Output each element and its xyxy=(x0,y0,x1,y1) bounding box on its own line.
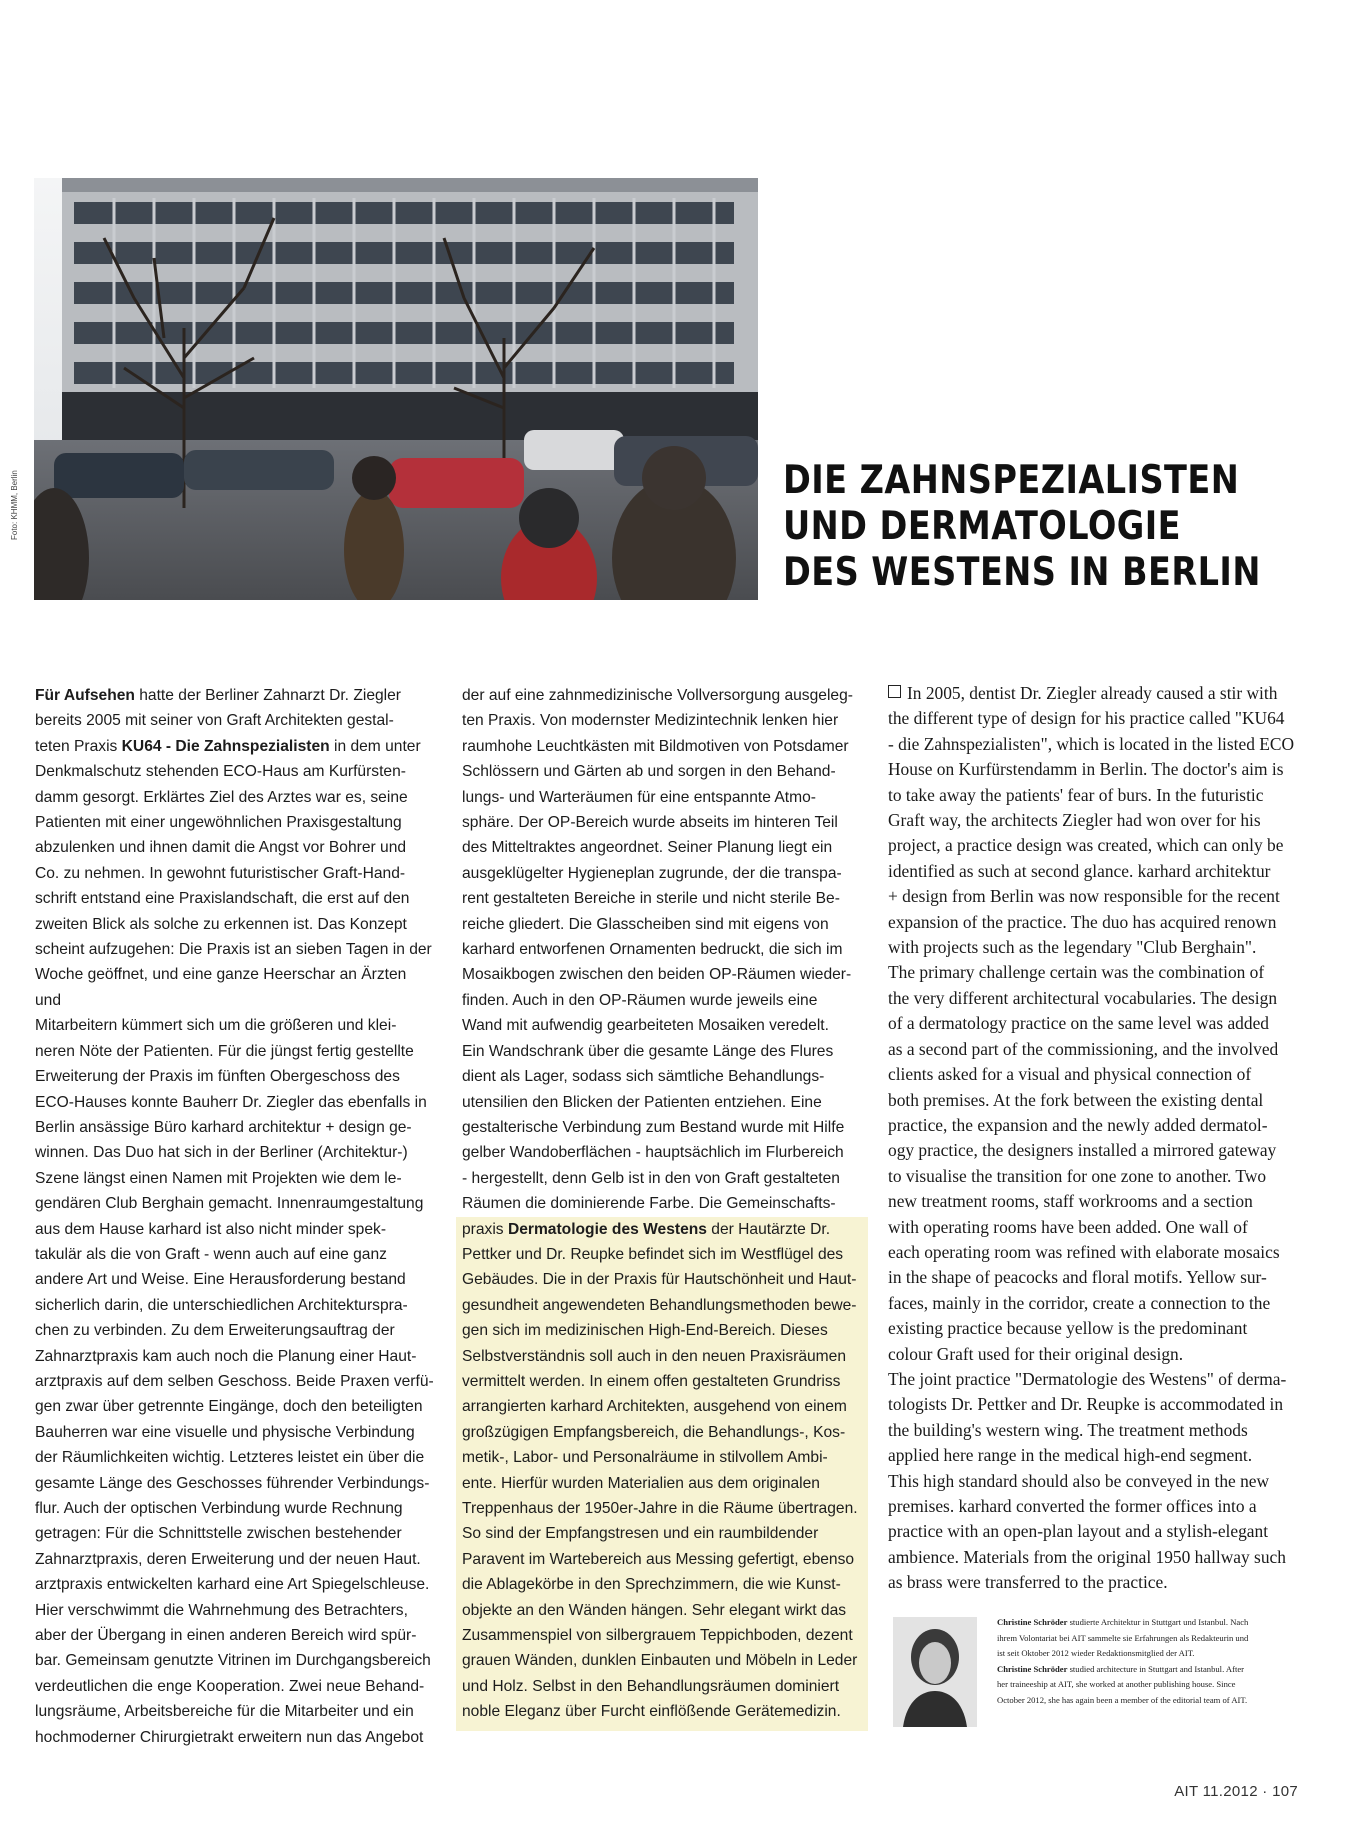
photo-building-street-icon xyxy=(34,178,758,600)
building-photo xyxy=(34,178,758,600)
portrait-icon xyxy=(893,1617,977,1727)
photo-credit: Foto: KHMM, Berlin xyxy=(10,470,19,540)
headline-line-3: DES WESTENS IN BERLIN xyxy=(783,550,1261,595)
bio-text: studied architecture in Stuttgart and Istanbul. After her traineeship at AIT, she worked at another publishing house. Since October 2012, she has again been a member of the editorial team of AIT. xyxy=(997,1663,1248,1705)
article-headline xyxy=(783,458,1261,596)
lead-in: Für Aufsehen xyxy=(35,687,135,704)
highlighted-passage xyxy=(456,1217,868,1731)
body-text: in dem unter Denkmalschutz stehenden ECO-Haus am Kurfürsten- damm gesorgt. Erklärtes Ziel des Arztes war es, seine Patienten mit einer ungewöhnlichen Praxisgestaltung abzulenken und ihnen damit die Angst vor Bohrer und Co. zu nehmen. In gewohnt futuristischer Graft-Hand- schrift entstand eine Praxislandschaft, die erst auf den zweiten Blick als solche zu erkennen ist. Das Konzept scheint aufzugehen: Die Praxis ist an sieben Tagen in der Woche geöffnet, und eine ganze Heerschar an Ärzten und Mitarbeitern kümmert sich um die größeren und klei- neren Nöte der Patienten. Für die jüngst fertig gestellte Erweiterung der Praxis im fünften Obergeschoss des ECO-Hauses konnte Bauherr Dr. Ziegler das ebenfalls in Berlin ansässige Büro karhard architektur + design ge- winnen. Das Duo hat sich in der Berliner (Architektur-) Szene längst einen Namen mit Projekten wie dem le- gendären Club Berghain gemacht. Innenraumgestaltung aus dem Hause karhard ist also nicht minder spek- takulär als die von Graft - wenn auch auf eine ganz andere Art und Weise. Eine Herausforderung bestand sicherlich darin, die unterschiedlichen Architekturspra- chen zu verbinden. Zu dem Erweiterungsauftrag der Zahnarztpraxis kam auch noch die Planung einer Haut- arztpraxis auf dem selben Geschoss. Beide Praxen verfü- gen zwar über getrennte Eingänge, doch den beteiligten Bauherren war eine visuelle und physische Verbindung der Räumlichkeiten wichtig. Letzteres leistet ein über die gesamte Länge des Geschosses führender Verbindungs- flur. Auch der optischen Verbindung wurde Rechnung getragen: Für die Schnittstelle zwischen bestehender Zahnarztpraxis, deren Erweiterung und der neuen Haut. arztpraxis entwickelten karhard eine Art Spiegelschleuse. Hier verschwimmt die Wahrnehmung des Betrachters, aber der Übergang in einen anderen Bereich wird spür- bar. Gemeinsam genutzte Vitrinen im Durchgangsbereich verdeutlichen die enge Kooperation. Zwei neue Behand- lungsräume, Arbeitsbereiche für die Mitarbeiter und ein hochmoderner Chirurgietrakt erweitern nun das Angebot xyxy=(35,737,434,1746)
checkbox-square-icon xyxy=(888,685,901,698)
bio-english xyxy=(997,1662,1297,1709)
author-name: Christine Schröder xyxy=(997,1663,1068,1674)
headline-line-1: DIE ZAHNSPEZIALISTEN xyxy=(783,458,1240,503)
german-paragraph-2: der auf eine zahnmedizinische Vollversorgung ausgeleg- ten Praxis. Von modernster Medizintechnik lenken hier raumhohe Leuchtkästen mit Bildmotiven von Potsdamer Schlössern und Gärten ab und sorgen in den Behand- lungs- und Warteräumen für eine entspannte Atmo- sphäre. Der OP-Bereich wurde abseits im hinteren Teil des Mitteltraktes angeordnet. Seiner Planung liegt ein ausgeklügelter Hygieneplan zugrunde, der die transpa- rent gestalteten Bereiche in sterile und nicht sterile Be- reiche gliedert. Die Glasscheiben sind mit eigens von karhard entworfenen Ornamenten bedruckt, die sich im Mosaikbogen zwischen den beiden OP-Räumen wieder- finden. Auch in den OP-Räumen wurde jeweils eine Wand mit aufwendig gearbeiteten Mosaiken veredelt. Ein Wandschrank über die gesamte Länge des Flures dient als Lager, sodass sich sämtliche Behandlungs- utensilien den Blicken der Patienten entziehen. Eine gestalterische Verbindung zum Bestand wurde mit Hilfe gelber Wandoberflächen - hauptsächlich im Flurbereich - hergestellt, denn Gelb ist in den von Graft gestalteten Räumen die dominierende Farbe. Die Gemeinschafts- xyxy=(462,687,853,1213)
page-folio: AIT 11.2012 · 107 xyxy=(1174,1783,1298,1800)
body-text: praxis xyxy=(462,1220,508,1238)
bio-text: studierte Architektur in Stuttgart und Istanbul. Nach ihrem Volontariat bei AIT sammelte sie Erfahrungen als Redakteurin und ist seit Oktober 2012 wieder Redaktionsmitglied der AIT. xyxy=(997,1617,1249,1659)
english-text: In 2005, dentist Dr. Ziegler already caused a stir with the different type of design for his practice called "KU64 - die Zahnspezialisten", which is located in the listed ECO House on Kurfürstendamm in Berlin. The doctor's aim is to take away the patients' fear of burs. In the futuristic Graft way, the architects Ziegler had won over for his project, a practice design was created, which can only be identified as such at second glance. karhard architektur + design from Berlin was now responsible for the recent expansion of the practice. The duo has acquired renown with projects such as the legendary "Club Berghain". The primary challenge certain was the combination of the very different architectural vocabularies. The design of a dermatology practice on the same level was added as a second part of the commissioning, and the involved clients asked for a visual and physical connection of both premises. At the fork between the existing dental practice, the expansion and the newly added dermatol- ogy practice, the designers installed a mirrored gateway to visualise the transition for one zone to another. Two new treatment rooms, staff workrooms and a section with operating rooms have been added. One wall of each operating room was refined with elaborate mosaics in the shape of peacocks and floral motifs. Yellow sur- faces, mainly in the corridor, create a connection to the existing practice because yellow is the predominant colour Graft used for their original design. The joint practice "Dermatologie des Westens" of derma- tologists Dr. Pettker and Dr. Reupke is accommodated in the building's western wing. The treatment methods applied here range in the medical high-end segment. This high standard should also be conveyed in the new premises. karhard converted the former offices into a practice with an open-plan layout and a stylish-elegant ambience. Materials from the original 1950 hallway such as brass were transferred to the practice. xyxy=(888,683,1295,1593)
german-paragraph-1 xyxy=(35,683,435,1750)
author-portrait xyxy=(893,1617,977,1727)
headline-line-2: UND DERMATOLOGIE xyxy=(783,504,1182,549)
author-name: Christine Schröder xyxy=(997,1617,1068,1627)
german-column-2 xyxy=(462,683,862,1731)
german-column-1 xyxy=(35,683,435,1750)
bio-german xyxy=(997,1615,1297,1662)
practice-name: Dermatologie des Westens xyxy=(507,1220,707,1238)
practice-name: KU64 - Die Zahnspezialisten xyxy=(121,737,330,755)
author-bio xyxy=(997,1615,1297,1709)
english-column xyxy=(888,681,1298,1596)
body-text: der Hautärzte Dr. Pettker und Dr. Reupke befindet sich im Westflügel des Gebäudes. Die in der Praxis für Hautschönheit und Haut- gesundheit angewendeten Behandlungsmethoden bewe- gen sich im medizinischen High-End-Bereich. Dieses Selbstverständnis soll auch in den neuen Praxisräumen vermittelt werden. In einem offen gestalteten Grundriss arrangierten karhard Architekten, ausgehend von einem großzügigen Empfangsbereich, die Behandlungs-, Kos- metik-, Labor- und Personalräume in stilvollem Ambi- ente. Hierfür wurden Materialien aus dem originalen Treppenhaus der 1950er-Jahre in die Räume übertragen. So sind der Empfangstresen und ein raumbildender Paravent im Wartebereich aus Messing gefertigt, ebenso die Ablagekörbe in den Sprechzimmern, die wie Kunst- objekte an den Wänden hängen. Sehr elegant wirkt das Zusammenspiel von silbergrauem Teppichboden, dezent grauen Wänden, dunklen Einbauten und Möbeln in Leder und Holz. Selbst in den Behandlungsräumen dominiert noble Eleganz über Furcht einflößende Gerätemedizin. xyxy=(462,1220,858,1721)
body-text: hatte der Berliner Zahnarzt Dr. Ziegler bereits 2005 mit seiner von Graft Architekten gestal- teten Praxis xyxy=(35,687,401,755)
